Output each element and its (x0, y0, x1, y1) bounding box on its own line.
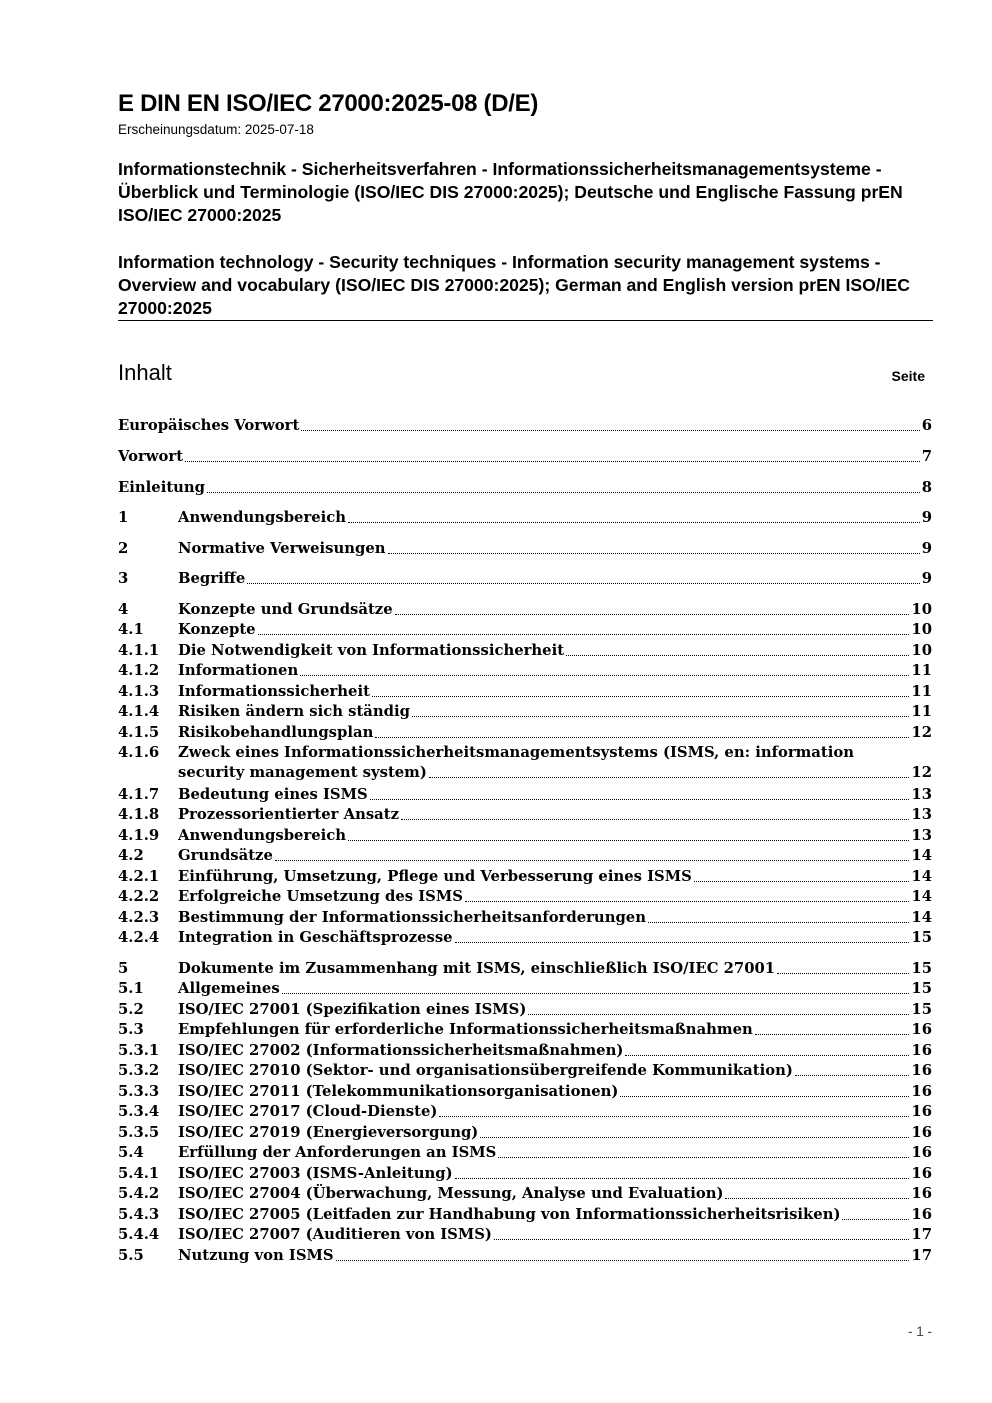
toc-entry[interactable] (118, 478, 932, 498)
toc-entry[interactable] (118, 1205, 932, 1225)
toc-entry-title: Informationssicherheit (178, 683, 370, 700)
toc-entry-page: 10 (911, 621, 932, 638)
toc-dot-leader (375, 737, 909, 738)
toc-entry-number: 4 (118, 601, 129, 618)
toc-entry-number: 2 (118, 540, 129, 557)
toc-entry-page: 16 (911, 1103, 932, 1120)
toc-entry[interactable] (118, 1102, 932, 1122)
toc-entry-title: Die Notwendigkeit von Informationssicherheit (178, 642, 565, 659)
toc-entry-number: 4.1.6 (118, 744, 160, 761)
toc-entry-title: Normative Verweisungen (178, 540, 386, 557)
toc-entry-page: 7 (921, 448, 932, 465)
toc-entry-page: 11 (911, 662, 932, 679)
toc-entry-page: 14 (911, 868, 932, 885)
toc-heading: Inhalt (118, 360, 172, 385)
toc-entry-page: 15 (911, 980, 932, 997)
toc-entry[interactable] (118, 908, 932, 928)
toc-entry-page: 16 (911, 1124, 932, 1141)
toc-dot-leader (388, 553, 920, 554)
toc-entry-number: 5.3.3 (118, 1083, 160, 1100)
toc-entry-page: 15 (911, 960, 932, 977)
toc-dot-leader (455, 942, 910, 943)
toc-dot-leader (401, 819, 909, 820)
toc-entry-title: Prozessorientierter Ansatz (178, 806, 399, 823)
toc-dot-leader (207, 492, 920, 493)
toc-entry-title: Erfolgreiche Umsetzung des ISMS (178, 888, 463, 905)
toc-entry-page: 13 (911, 827, 932, 844)
toc-entry-page: 16 (911, 1021, 932, 1038)
toc-dot-leader (648, 922, 909, 923)
toc-dot-leader (412, 716, 909, 717)
toc-entry[interactable] (118, 620, 932, 640)
toc-entry-number: 4.1.7 (118, 786, 160, 803)
toc-dot-leader (480, 1137, 909, 1138)
toc-entry[interactable] (118, 416, 932, 436)
toc-entry-number: 5.1 (118, 980, 144, 997)
toc-entry-title: Einführung, Umsetzung, Pflege und Verbesserung eines ISMS (178, 868, 692, 885)
toc-entry[interactable] (118, 641, 932, 661)
toc-entry-number: 4.2.4 (118, 929, 160, 946)
toc-entry-title: Grundsätze (178, 847, 273, 864)
publication-date: Erscheinungsdatum: 2025-07-18 (118, 122, 314, 137)
toc-dot-leader (439, 1116, 909, 1117)
toc-entry-title: Konzepte und Grundsätze (178, 601, 393, 618)
toc-entry-number: 4.1.8 (118, 806, 160, 823)
toc-entry-page: 16 (911, 1165, 932, 1182)
toc-dot-leader (620, 1096, 909, 1097)
toc-dot-leader (370, 799, 910, 800)
toc-entry-number: 1 (118, 509, 129, 526)
toc-entry[interactable] (118, 1082, 932, 1102)
toc-entry-number: 4.2.1 (118, 868, 160, 885)
toc-entry-page: 9 (921, 570, 932, 587)
toc-dot-leader (694, 881, 910, 882)
toc-entry[interactable] (118, 600, 932, 620)
toc-entry[interactable] (118, 508, 932, 528)
toc-entry-number: 4.1.2 (118, 662, 160, 679)
toc-entry-number: 5.4.2 (118, 1185, 160, 1202)
toc-entry-page: 14 (911, 847, 932, 864)
toc-entry-title: Risiken ändern sich ständig (178, 703, 410, 720)
toc-entry-page: 12 (911, 764, 932, 781)
toc-dot-leader (275, 860, 910, 861)
toc-dot-leader (348, 522, 920, 523)
toc-dot-leader (842, 1219, 909, 1220)
toc-entry-title: Anwendungsbereich (178, 827, 347, 844)
footer-page-number: - 1 - (907, 1324, 932, 1339)
toc-entry-number: 5.3.1 (118, 1042, 160, 1059)
toc-entry-number: 4.1.9 (118, 827, 160, 844)
toc-entry-page: 9 (921, 509, 932, 526)
toc-entry[interactable] (118, 1061, 932, 1081)
toc-dot-leader (300, 675, 909, 676)
toc-entry-title: Konzepte (178, 621, 256, 638)
toc-dot-leader (301, 430, 919, 431)
toc-entry-title: Erfüllung der Anforderungen an ISMS (178, 1144, 497, 1161)
toc-dot-leader (455, 1178, 910, 1179)
toc-entry-page: 11 (911, 683, 932, 700)
toc-dot-leader (247, 583, 919, 584)
toc-entry-title: Empfehlungen für erforderliche Informationssicherheitsmaßnahmen (178, 1021, 753, 1038)
toc-entry[interactable] (118, 846, 932, 866)
toc-entry-title: Informationen (178, 662, 299, 679)
toc-entry-title: ISO/IEC 27007 (Auditieren von ISMS) (178, 1226, 492, 1243)
toc-entry-number: 4.2.2 (118, 888, 160, 905)
toc-entry-number: 5.3.5 (118, 1124, 160, 1141)
toc-entry[interactable] (118, 723, 932, 743)
toc-dot-leader (465, 901, 909, 902)
toc-entry[interactable] (118, 702, 932, 722)
toc-dot-leader (429, 777, 910, 778)
toc-entry-title: Bedeutung eines ISMS (178, 786, 368, 803)
toc-entry-page: 6 (921, 417, 932, 434)
toc-entry-title: ISO/IEC 27005 (Leitfaden zur Handhabung von Informationssicherheitsrisiken) (178, 1206, 841, 1223)
toc-entry-title: ISO/IEC 27003 (ISMS-Anleitung) (178, 1165, 453, 1182)
toc-entry-number: 5.4 (118, 1144, 144, 1161)
toc-entry[interactable] (118, 826, 932, 846)
toc-entry-title: ISO/IEC 27004 (Überwachung, Messung, Analyse und Evaluation) (178, 1185, 724, 1202)
toc-entry-number: 4.1.5 (118, 724, 160, 741)
toc-entry-page: 14 (911, 909, 932, 926)
toc-dot-leader (348, 840, 909, 841)
toc-entry-page: 12 (911, 724, 932, 741)
toc-entry-number: 4.1 (118, 621, 144, 638)
toc-entry-page: 14 (911, 888, 932, 905)
toc-entry-number: 5.5 (118, 1247, 144, 1264)
toc-entry-number: 5.3.2 (118, 1062, 160, 1079)
toc-entry-number: 5.2 (118, 1001, 144, 1018)
toc-entry[interactable] (118, 928, 932, 948)
toc-dot-leader (258, 634, 910, 635)
toc-entry[interactable] (118, 1000, 932, 1020)
toc-entry[interactable] (118, 959, 932, 979)
toc-entry-title: Nutzung von ISMS (178, 1247, 334, 1264)
toc-entry-title: Dokumente im Zusammenhang mit ISMS, einschließlich ISO/IEC 27001 (178, 960, 776, 977)
toc-dot-leader (336, 1260, 910, 1261)
toc-dot-leader (566, 655, 909, 656)
toc-entry-page: 10 (911, 642, 932, 659)
toc-entry[interactable] (118, 1225, 932, 1245)
toc-entry[interactable] (118, 1164, 932, 1184)
toc-entry-title-line1: Zweck eines Informationssicherheitsmanagementsystems (ISMS, en: information (178, 744, 854, 761)
toc-entry-number: 4.1.1 (118, 642, 160, 659)
toc-entry-page: 15 (911, 1001, 932, 1018)
toc-entry-title: Vorwort (118, 448, 184, 465)
toc-entry-number: 4.1.4 (118, 703, 160, 720)
toc-entry-number: 4.1.3 (118, 683, 160, 700)
toc-entry[interactable] (118, 661, 932, 681)
toc-entry[interactable] (118, 447, 932, 467)
toc-entry[interactable] (118, 805, 932, 825)
toc-entry-title: Anwendungsbereich (178, 509, 347, 526)
toc-entry[interactable] (118, 539, 932, 559)
toc-entry[interactable] (118, 682, 932, 702)
toc-entry-number: 5.4.3 (118, 1206, 160, 1223)
toc-entry-title: Bestimmung der Informationssicherheitsanforderungen (178, 909, 646, 926)
toc-dot-leader (725, 1198, 909, 1199)
toc-entry-page: 10 (911, 601, 932, 618)
toc-entry-number: 5.3.4 (118, 1103, 160, 1120)
toc-entry-title: Einleitung (118, 479, 206, 496)
toc-entry-title: ISO/IEC 27002 (Informationssicherheitsmaßnahmen) (178, 1042, 624, 1059)
toc-entry-title: Begriffe (178, 570, 246, 587)
toc-entry[interactable] (118, 569, 932, 589)
toc-entry-title: ISO/IEC 27001 (Spezifikation eines ISMS) (178, 1001, 527, 1018)
toc-entry[interactable] (118, 1143, 932, 1163)
toc-dot-leader (494, 1239, 909, 1240)
toc-dot-leader (625, 1055, 909, 1056)
toc-entry[interactable] (118, 1123, 932, 1143)
toc-entry[interactable] (118, 743, 932, 783)
toc-entry-number: 5.4.1 (118, 1165, 160, 1182)
toc-dot-leader (395, 614, 910, 615)
toc-entry-number: 5.4.4 (118, 1226, 160, 1243)
toc-entry-page: 8 (921, 479, 932, 496)
toc-entry[interactable] (118, 979, 932, 999)
toc-entry-page: 9 (921, 540, 932, 557)
toc-entry-page: 16 (911, 1083, 932, 1100)
toc-entry-number: 3 (118, 570, 129, 587)
toc-dot-leader (282, 993, 910, 994)
toc-entry-title: ISO/IEC 27011 (Telekommunikationsorganisationen) (178, 1083, 619, 1100)
toc-entry-page: 16 (911, 1062, 932, 1079)
page-column-label: Seite (891, 368, 925, 384)
toc-entry-title: Europäisches Vorwort (118, 417, 300, 434)
toc-dot-leader (777, 973, 909, 974)
toc-entry-number: 4.2.3 (118, 909, 160, 926)
toc-entry-page: 15 (911, 929, 932, 946)
toc-dot-leader (372, 696, 909, 697)
doc-id: E DIN EN ISO/IEC 27000:2025-08 (D/E) (118, 90, 539, 117)
toc-entry[interactable] (118, 887, 932, 907)
toc-entry-title: Integration in Geschäftsprozesse (178, 929, 453, 946)
title-rule (118, 320, 933, 321)
toc-entry-title-line2: security management system) (178, 764, 427, 781)
toc-entry-title: ISO/IEC 27017 (Cloud-Dienste) (178, 1103, 438, 1120)
toc-entry-title: ISO/IEC 27019 (Energieversorgung) (178, 1124, 479, 1141)
toc-dot-leader (755, 1034, 910, 1035)
toc-entry[interactable] (118, 1246, 932, 1266)
toc-entry-page: 16 (911, 1042, 932, 1059)
title-english: Information technology - Security techniques - Information security management systems - Overview and vocabulary (ISO/IEC DIS 27000:2025); German and English version prEN ISO/IEC 27000:2025 (118, 252, 910, 318)
toc-entry-page: 17 (911, 1226, 932, 1243)
toc-entry[interactable] (118, 1020, 932, 1040)
toc-entry-number: 5 (118, 960, 129, 977)
toc-entry-title: Allgemeines (178, 980, 280, 997)
toc-entry-number: 5.3 (118, 1021, 144, 1038)
toc-entry-page: 16 (911, 1206, 932, 1223)
toc-entry[interactable] (118, 785, 932, 805)
title-german: Informationstechnik - Sicherheitsverfahren - Informationssicherheitsmanagementsysteme - Überblick und Terminologie (ISO/IEC DIS 27000:2025); Deutsche und Englische Fassung prEN ISO/IEC 27000:2025 (118, 159, 903, 225)
toc-dot-leader (528, 1014, 909, 1015)
toc-entry-page: 13 (911, 786, 932, 803)
toc-entry[interactable] (118, 1041, 932, 1061)
toc-entry-page: 17 (911, 1247, 932, 1264)
toc-entry-page: 16 (911, 1144, 932, 1161)
toc-dot-leader (185, 461, 920, 462)
toc-entry-page: 11 (911, 703, 932, 720)
toc-entry-title-line2-row (178, 763, 932, 783)
toc-entry-number: 4.2 (118, 847, 144, 864)
toc-dot-leader (498, 1157, 909, 1158)
toc-entry[interactable] (118, 1184, 932, 1204)
toc-entry[interactable] (118, 867, 932, 887)
toc-entry-title: Risikobehandlungsplan (178, 724, 374, 741)
toc-entry-title: ISO/IEC 27010 (Sektor- und organisationsübergreifende Kommunikation) (178, 1062, 793, 1079)
toc-dot-leader (795, 1075, 910, 1076)
toc-entry-page: 13 (911, 806, 932, 823)
toc-entry-page: 16 (911, 1185, 932, 1202)
